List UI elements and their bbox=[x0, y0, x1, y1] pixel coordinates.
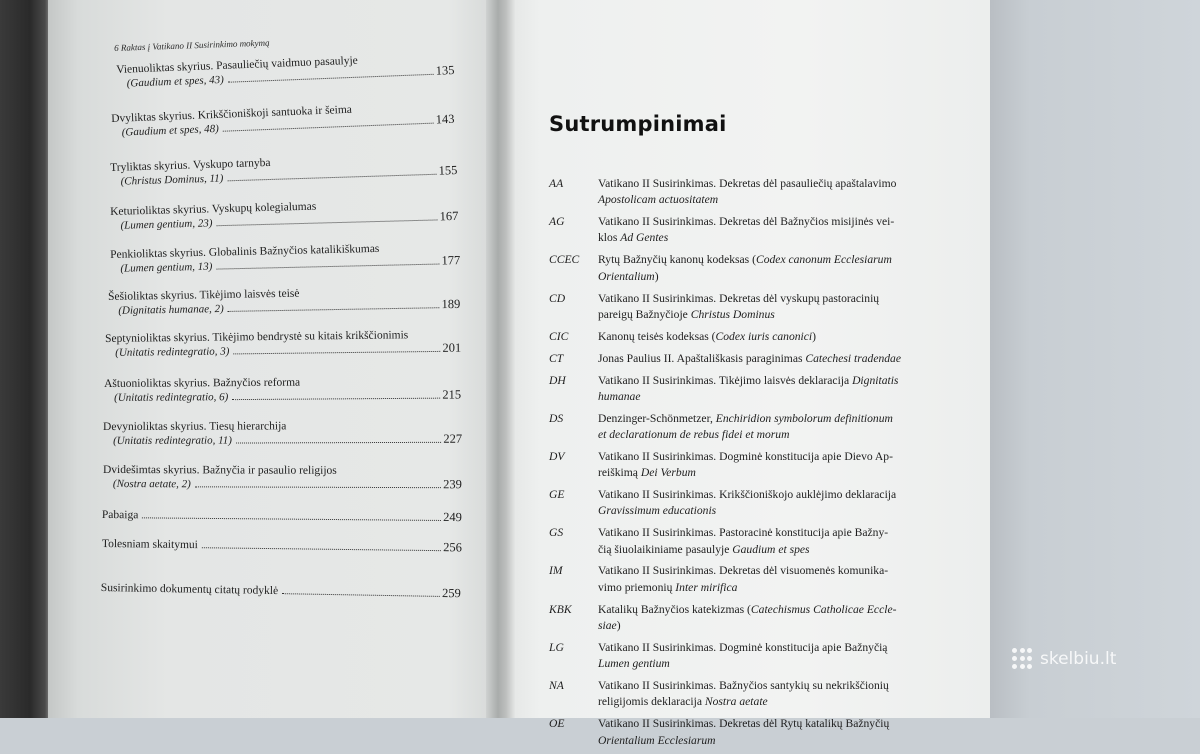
abbreviation-code: CT bbox=[549, 351, 564, 365]
toc-entry bbox=[116, 51, 455, 91]
abbreviation-expansion-line: Vatikano II Susirinkimas. Krikščioniškojo auklėjimo deklaracija bbox=[598, 488, 897, 502]
toc-entry-title: Keturioliktas skyrius. Vyskupų kolegialumas bbox=[110, 200, 317, 218]
abbreviation-expansion-line: Vatikano II Susirinkimas. Dekretas dėl visuomenės komunika- bbox=[598, 564, 889, 578]
toc-entry bbox=[110, 241, 461, 276]
abbreviation-row bbox=[549, 602, 949, 635]
abbreviation-code: CCEC bbox=[549, 253, 580, 267]
abbreviation-expansion bbox=[598, 716, 949, 749]
abbreviation-expansion-line: Kanonų teisės kodeksas (Codex iuris canonici) bbox=[598, 329, 817, 343]
toc-entry-title: Devynioliktas skyrius. Tiesų hierarchija bbox=[103, 420, 287, 433]
table-of-contents bbox=[0, 0, 500, 718]
abbreviation-row bbox=[549, 176, 949, 209]
toc-entry-title: Tolesniam skaitymui bbox=[101, 537, 198, 552]
abbreviation-expansion-line: humanae bbox=[598, 389, 641, 403]
abbreviation-expansion-line: Vatikano II Susirinkimas. Dogminė konstitucija apie Dievo Ap- bbox=[598, 449, 893, 463]
toc-page-number: 177 bbox=[441, 253, 461, 268]
abbreviation-code: AG bbox=[549, 215, 565, 229]
toc-leader-dots bbox=[282, 592, 440, 597]
abbreviation-expansion bbox=[598, 563, 949, 596]
toc-entry bbox=[105, 329, 461, 360]
toc-entry bbox=[110, 151, 458, 189]
abbreviation-code: NA bbox=[549, 679, 564, 693]
abbreviation-row bbox=[549, 373, 949, 406]
abbreviation-expansion bbox=[598, 329, 949, 345]
abbreviation-row bbox=[549, 252, 949, 285]
toc-leader-dots bbox=[142, 516, 441, 521]
toc-page-number: 135 bbox=[435, 63, 455, 78]
toc-entry-source: (Unitatis redintegratio, 6) bbox=[114, 391, 229, 404]
toc-entry bbox=[102, 507, 462, 525]
abbreviation-row bbox=[549, 329, 949, 345]
toc-page-number: 215 bbox=[442, 387, 462, 402]
abbreviation-expansion bbox=[598, 640, 949, 673]
abbreviation-expansion-line: Vatikano II Susirinkimas. Pastoracinė konstitucija apie Bažny- bbox=[598, 526, 889, 540]
abbreviation-expansion-line: Vatikano II Susirinkimas. Dekretas dėl pasauliečių apaštalavimo bbox=[598, 177, 897, 190]
abbreviation-list bbox=[549, 176, 949, 754]
abbreviation-row bbox=[549, 640, 949, 673]
toc-entry-title: Susirinkimo dokumentų citatų rodyklė bbox=[100, 581, 279, 598]
toc-entry-source: (Gaudium et spes, 43) bbox=[126, 73, 225, 90]
toc-entry bbox=[108, 285, 460, 318]
abbreviation-expansion-line: Vatikano II Susirinkimas. Dekretas dėl Rytų katalikų Bažnyčių bbox=[598, 717, 890, 731]
watermark bbox=[1012, 648, 1116, 670]
toc-entry bbox=[111, 100, 455, 140]
abbreviation-expansion-line: Vatikano II Susirinkimas. Tikėjimo laisvės deklaracija Dignitatis bbox=[598, 373, 899, 387]
toc-entry-source: (Gaudium et spes, 48) bbox=[121, 122, 220, 139]
toc-entry-source: (Nostra aetate, 2) bbox=[112, 478, 191, 491]
abbreviation-expansion-line: Orientalium) bbox=[598, 269, 659, 283]
abbreviation-row bbox=[549, 351, 949, 367]
abbreviation-code: AA bbox=[549, 177, 564, 190]
abbreviation-expansion-line: klos Ad Gentes bbox=[598, 231, 669, 245]
abbreviation-expansion-line: siae) bbox=[598, 618, 621, 632]
abbreviation-expansion-line: Apostolicam actuositatem bbox=[598, 193, 719, 207]
abbreviation-expansion-line: reiškimą Dei Verbum bbox=[598, 466, 696, 480]
toc-leader-dots bbox=[202, 546, 441, 551]
toc-entry-source: (Unitatis redintegratio, 11) bbox=[113, 434, 232, 447]
abbreviation-code: CIC bbox=[549, 329, 569, 343]
abbreviation-expansion-line: Rytų Bažnyčių kanonų kodeksas (Codex canonum Ecclesiarum bbox=[598, 253, 892, 267]
toc-page-number: 155 bbox=[438, 163, 458, 178]
toc-page-number: 256 bbox=[443, 540, 462, 555]
toc-leader-dots bbox=[223, 122, 434, 132]
abbreviation-row bbox=[549, 291, 949, 324]
abbreviation-expansion-line: Lumen gentium bbox=[598, 657, 670, 671]
background-surface bbox=[990, 0, 1200, 718]
abbreviation-expansion bbox=[598, 176, 949, 209]
toc-entry-title: Aštuonioliktas skyrius. Bažnyčios reforma bbox=[104, 376, 301, 390]
abbreviation-row bbox=[549, 449, 949, 482]
toc-leader-dots bbox=[232, 397, 440, 400]
abbreviation-expansion bbox=[598, 373, 949, 406]
watermark-text: skelbiu.lt bbox=[1040, 649, 1117, 669]
running-head: 6 Raktas į Vatikano II Susirinkimo mokymą bbox=[114, 37, 270, 53]
toc-entry-title: Dvidešimtas skyrius. Bažnyčia ir pasaulio religijos bbox=[102, 464, 337, 477]
toc-page-number: 259 bbox=[441, 585, 461, 601]
abbreviation-code: DS bbox=[549, 411, 564, 425]
toc-page-number: 143 bbox=[435, 111, 455, 127]
dots-logo-icon bbox=[1012, 648, 1034, 670]
abbreviation-code: GS bbox=[549, 526, 564, 540]
toc-page-number: 239 bbox=[443, 477, 462, 492]
abbreviation-expansion bbox=[598, 487, 949, 520]
abbreviation-expansion-line: et declarationum de rebus fidei et morum bbox=[598, 428, 790, 442]
abbreviation-row bbox=[549, 678, 949, 711]
toc-entry-title: Vienuoliktas skyrius. Pasauliečių vaidmuo pasaulyje bbox=[116, 54, 359, 76]
abbreviation-expansion bbox=[598, 449, 949, 482]
toc-entry-title: Dvyliktas skyrius. Krikščioniškoji santuoka ir šeima bbox=[111, 103, 353, 125]
abbreviation-expansion-line: čią šiuolaikiniame pasaulyje Gaudium et spes bbox=[598, 542, 810, 556]
abbreviation-row bbox=[549, 525, 949, 558]
abbreviation-expansion-line: Orientalium Ecclesiarum bbox=[598, 733, 716, 747]
abbreviation-expansion-line: Denzinger-Schönmetzer, Enchiridion symbolorum definitionum bbox=[598, 411, 893, 425]
toc-entry bbox=[103, 464, 462, 492]
toc-leader-dots bbox=[216, 218, 437, 226]
toc-page-number: 189 bbox=[441, 296, 461, 312]
toc-leader-dots bbox=[233, 350, 440, 355]
toc-entry-title: Septynioliktas skyrius. Tikėjimo bendrystė su kitais krikščionimis bbox=[105, 329, 409, 345]
abbreviation-expansion bbox=[598, 678, 949, 711]
abbreviation-expansion-line: religijomis deklaracija Nostra aetate bbox=[598, 695, 768, 709]
abbreviation-expansion-line: Vatikano II Susirinkimas. Dekretas dėl Bažnyčios misijinės vei- bbox=[598, 215, 895, 229]
abbreviation-expansion-line: Vatikano II Susirinkimas. Bažnyčios santykių su nekrikščionių bbox=[598, 679, 889, 693]
abbreviation-expansion bbox=[598, 214, 949, 247]
abbreviation-expansion bbox=[598, 525, 949, 558]
abbreviation-expansion bbox=[598, 351, 949, 367]
toc-entry bbox=[101, 580, 461, 601]
toc-leader-dots bbox=[216, 263, 439, 270]
abbreviation-code: IM bbox=[549, 564, 563, 578]
toc-leader-dots bbox=[195, 485, 441, 488]
abbreviation-expansion-line: Vatikano II Susirinkimas. Dogminė konstitucija apie Bažnyčią bbox=[598, 640, 888, 654]
toc-page-number: 249 bbox=[443, 509, 462, 525]
abbreviation-code: CD bbox=[549, 291, 566, 305]
abbreviation-code: DH bbox=[549, 373, 566, 387]
toc-entry bbox=[103, 420, 462, 448]
abbreviation-code: LG bbox=[549, 640, 564, 654]
toc-entry-source: (Dignitatis humanae, 2) bbox=[118, 302, 224, 317]
toc-entry-title: Šešioliktas skyrius. Tikėjimo laisvės teisė bbox=[108, 287, 300, 303]
page-title: Sutrumpinimai bbox=[549, 112, 727, 136]
abbreviation-code: DV bbox=[549, 449, 565, 463]
toc-entry-source: (Christus Dominus, 11) bbox=[120, 172, 224, 188]
abbreviation-code: KBK bbox=[549, 602, 572, 616]
abbreviation-expansion bbox=[598, 291, 949, 324]
abbreviation-code: GE bbox=[549, 488, 565, 502]
abbreviation-expansion-line: Jonas Paulius II. Apaštališkasis paraginimas Catechesi tradendae bbox=[598, 351, 902, 365]
abbreviation-expansion-line: Vatikano II Susirinkimas. Dekretas dėl vyskupų pastoracinių bbox=[598, 291, 880, 305]
toc-entry-title: Pabaiga bbox=[101, 508, 139, 522]
abbreviation-code: OE bbox=[549, 717, 565, 731]
toc-entry-source: (Lumen gentium, 13) bbox=[120, 260, 213, 275]
toc-entry-title: Tryliktas skyrius. Vyskupo tarnyba bbox=[110, 156, 271, 174]
toc-entry bbox=[110, 197, 459, 233]
toc-page-number: 167 bbox=[439, 208, 459, 224]
toc-entry bbox=[102, 536, 462, 555]
abbreviation-expansion bbox=[598, 602, 949, 635]
toc-leader-dots bbox=[228, 306, 440, 312]
toc-entry bbox=[104, 376, 461, 405]
toc-page-number: 201 bbox=[442, 340, 462, 355]
abbreviation-expansion bbox=[598, 252, 949, 285]
toc-entry-source: (Unitatis redintegratio, 3) bbox=[115, 345, 230, 359]
abbreviation-row bbox=[549, 716, 949, 749]
toc-entry-title: Penkioliktas skyrius. Globalinis Bažnyčios katalikiškumas bbox=[110, 242, 380, 261]
toc-leader-dots bbox=[227, 173, 436, 182]
abbreviation-row bbox=[549, 214, 949, 247]
abbreviation-row bbox=[549, 563, 949, 596]
abbreviation-expansion bbox=[598, 411, 949, 444]
toc-page-number: 227 bbox=[443, 431, 463, 446]
toc-leader-dots bbox=[228, 73, 434, 83]
abbreviation-expansion-line: Katalikų Bažnyčios katekizmas (Catechismus Catholicae Eccle- bbox=[598, 602, 897, 616]
abbreviation-row bbox=[549, 411, 949, 444]
abbreviation-row bbox=[549, 487, 949, 520]
toc-leader-dots bbox=[236, 441, 441, 444]
toc-entry-source: (Lumen gentium, 23) bbox=[120, 217, 213, 232]
abbreviation-expansion-line: Gravissimum educationis bbox=[598, 504, 717, 518]
abbreviation-expansion-line: pareigų Bažnyčioje Christus Dominus bbox=[598, 307, 775, 321]
abbreviation-expansion-line: vimo priemonių Inter mirifica bbox=[598, 580, 738, 594]
